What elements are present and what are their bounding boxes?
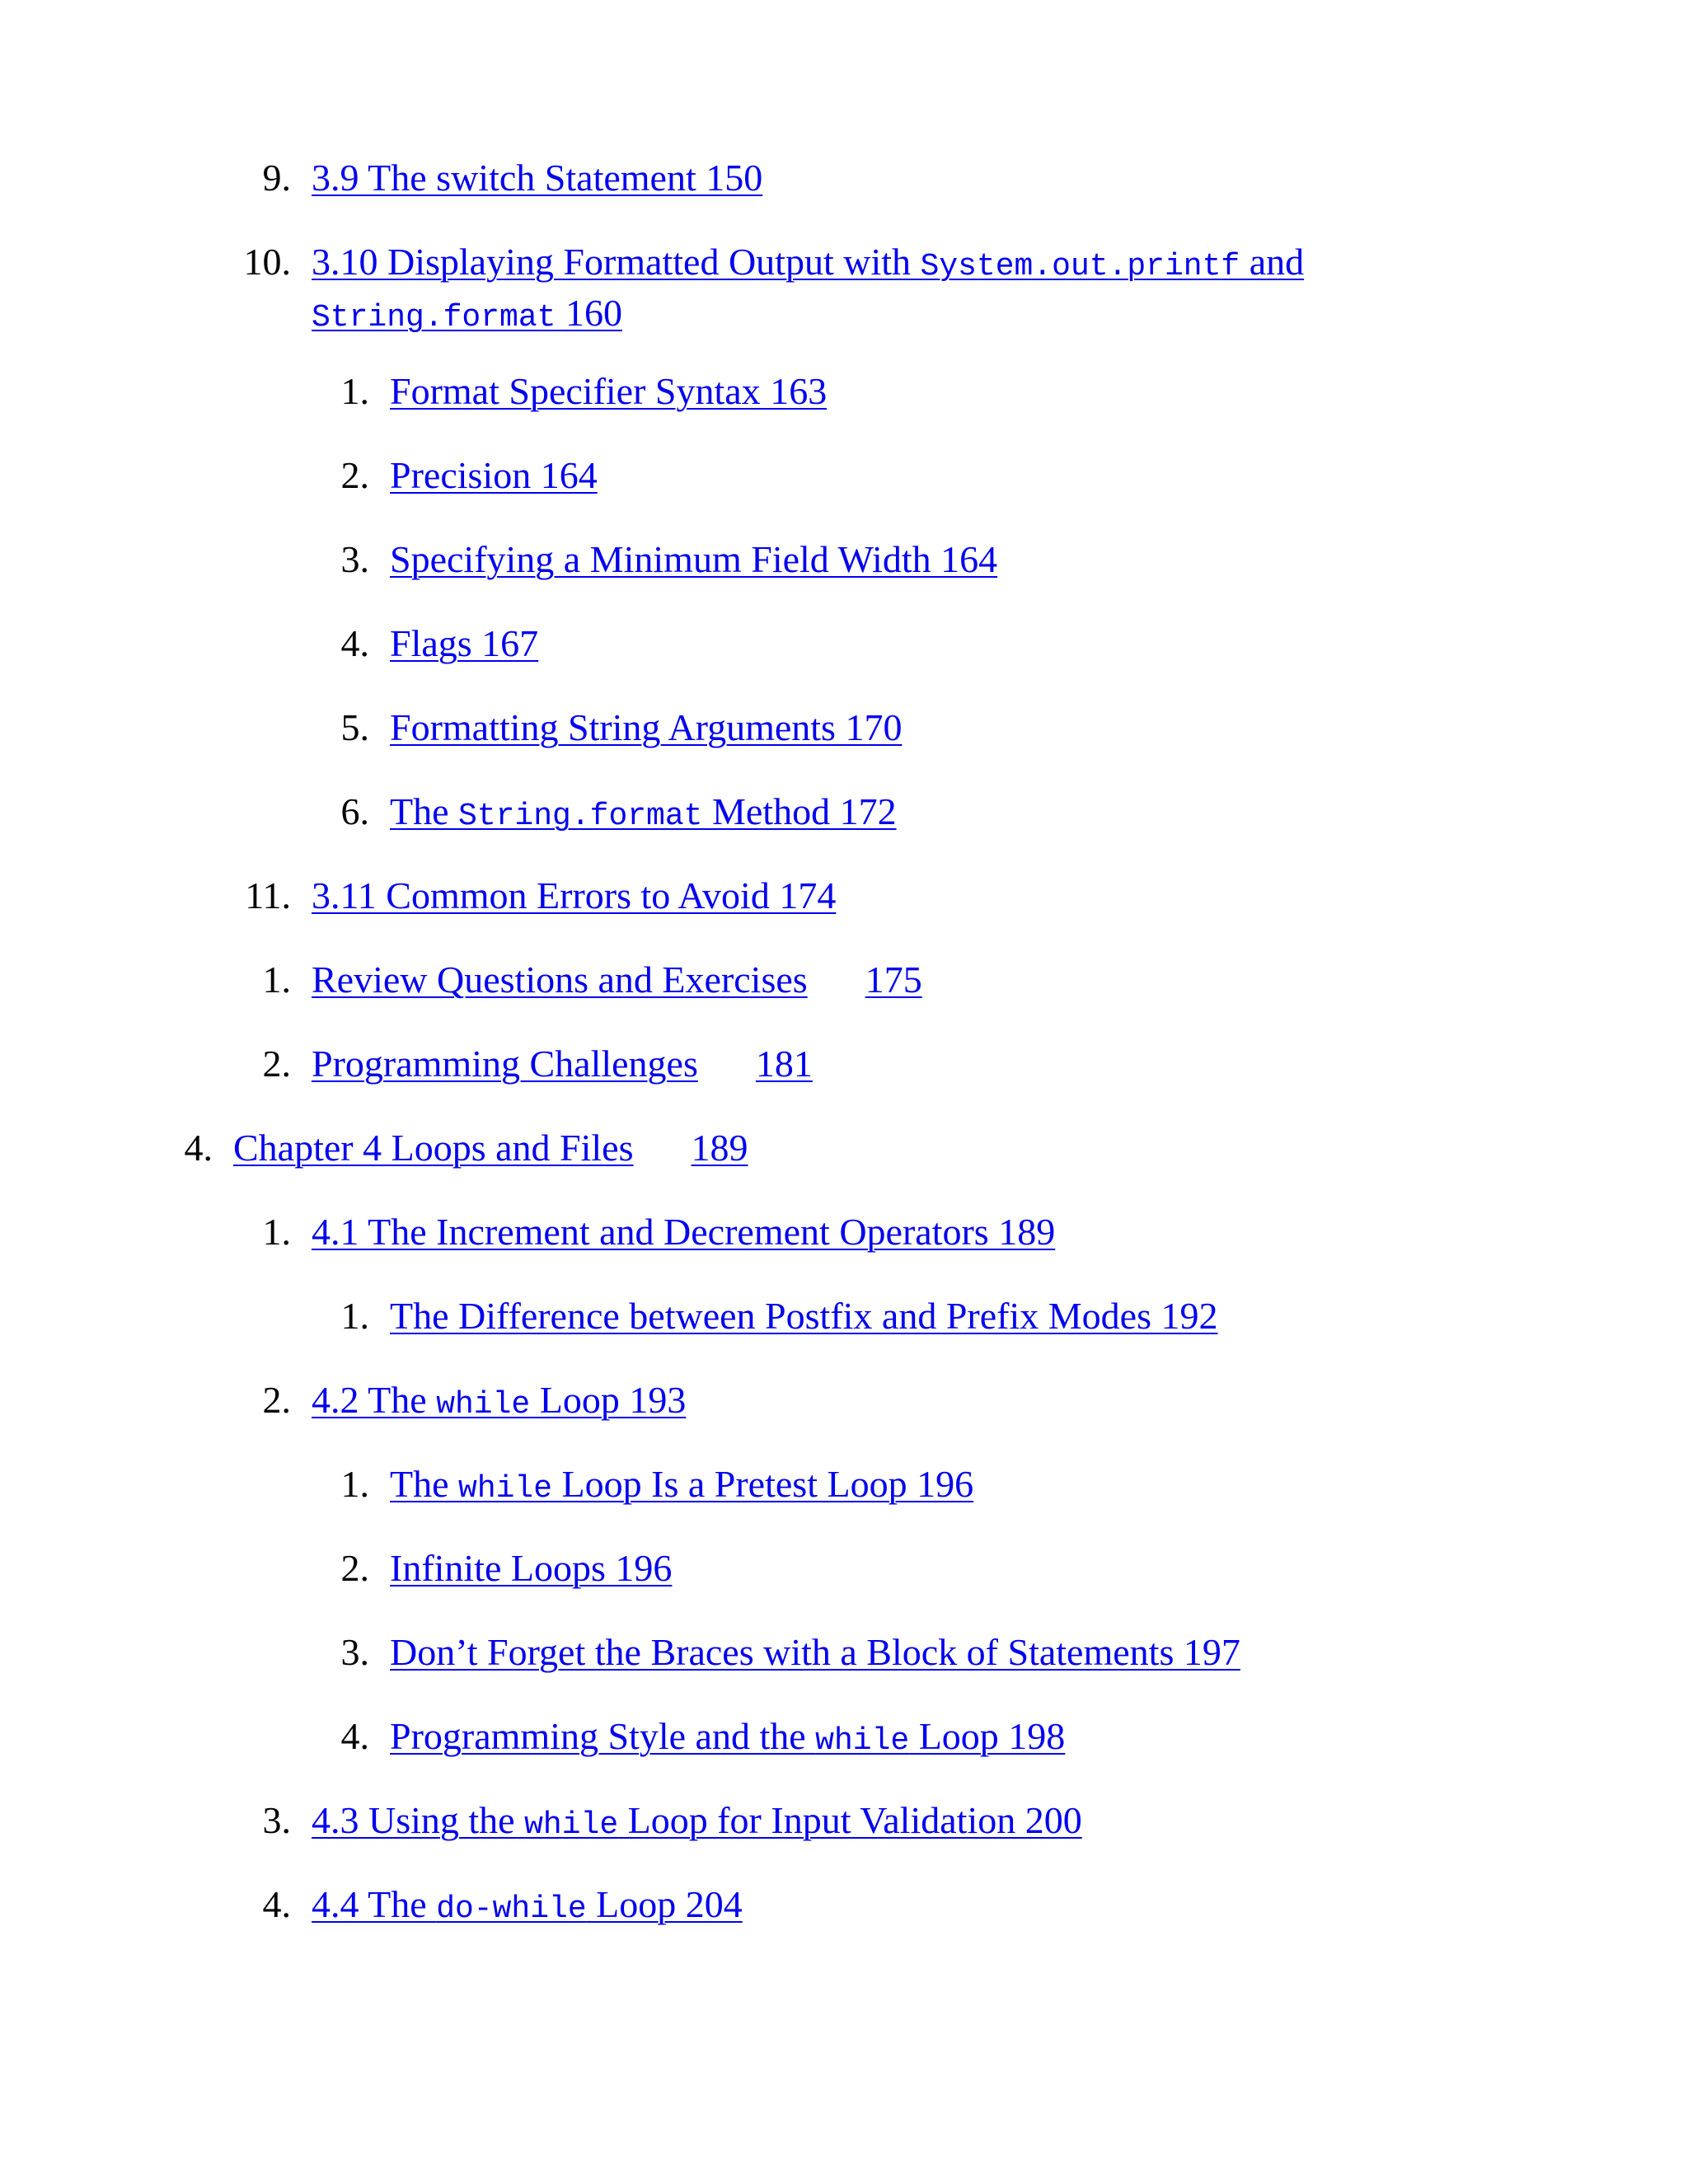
toc-entry-number: 4. xyxy=(184,1127,213,1169)
toc-link-text: Loop 204 xyxy=(586,1883,743,1925)
toc-link-text: Chapter 4 Loops and Files xyxy=(233,1127,634,1169)
toc-link-text: Formatting String Arguments 170 xyxy=(390,706,903,748)
toc-link-text: 4.3 Using the xyxy=(312,1799,525,1841)
toc-entry-number: 6. xyxy=(340,790,369,832)
toc-code-text: while xyxy=(436,1387,531,1422)
toc-code-text: String.format xyxy=(312,300,556,335)
toc-link-text: The xyxy=(390,790,459,832)
toc-entry xyxy=(0,1797,1688,1844)
toc-code-text: while xyxy=(815,1723,910,1759)
toc-link-text: Flags 167 xyxy=(390,622,539,664)
toc-entry xyxy=(0,1209,1688,1255)
toc-entry xyxy=(0,1713,1688,1760)
toc-link-text: 4.4 The xyxy=(312,1883,437,1925)
toc-link-text: 3.10 Displaying Formatted Output with xyxy=(312,241,921,283)
toc-entry-link[interactable] xyxy=(312,1209,1055,1255)
toc-entry xyxy=(0,1545,1688,1591)
toc-link-text: Loop Is a Pretest Loop 196 xyxy=(552,1463,974,1505)
toc-entry-link[interactable] xyxy=(312,873,836,919)
toc-entry-number: 11. xyxy=(245,874,291,916)
toc-code-text: while xyxy=(524,1807,619,1843)
toc-entry xyxy=(0,1882,1688,1928)
toc-entry-number: 1. xyxy=(340,1463,369,1505)
toc-entry xyxy=(0,789,1688,835)
toc-entry-link[interactable] xyxy=(233,1125,748,1171)
toc-entry-number: 2. xyxy=(340,1547,369,1589)
toc-entry-link[interactable] xyxy=(312,1377,686,1428)
toc-link-text: Precision 164 xyxy=(390,454,598,496)
toc-entry-link[interactable] xyxy=(312,1882,743,1933)
toc-entry-number: 5. xyxy=(340,706,369,748)
toc-link-text: 175 xyxy=(865,958,922,1001)
toc-entry-number: 1. xyxy=(262,958,291,1001)
toc-link-text: 4.1 The Increment and Decrement Operators 189 xyxy=(312,1211,1056,1253)
toc-entry-link[interactable] xyxy=(390,1545,672,1591)
toc-entry-number: 9. xyxy=(262,157,291,199)
toc-code-text: do-while xyxy=(436,1891,587,1927)
toc-entry xyxy=(0,957,1688,1003)
toc-entry-number: 3. xyxy=(340,1631,369,1673)
toc-entry xyxy=(0,873,1688,919)
toc-entry-number: 2. xyxy=(262,1043,291,1085)
toc-entry-link[interactable] xyxy=(390,1629,1240,1675)
toc-entry xyxy=(0,1629,1688,1675)
toc-link-text: Infinite Loops 196 xyxy=(390,1547,673,1589)
toc-entry-link[interactable] xyxy=(390,537,997,583)
toc-link-text: 3.11 Common Errors to Avoid 174 xyxy=(312,874,837,916)
toc-entry-link[interactable] xyxy=(312,155,762,201)
toc-entry xyxy=(0,368,1688,415)
toc-entry-number: 3. xyxy=(340,538,369,580)
toc-code-text: while xyxy=(458,1471,553,1507)
toc-entry-link[interactable] xyxy=(312,1041,813,1087)
toc-entry-number: 4. xyxy=(262,1883,291,1925)
toc-entry-number: 1. xyxy=(262,1211,291,1253)
toc-entry xyxy=(0,239,1688,335)
toc-entry-link[interactable] xyxy=(390,789,897,840)
toc-entry-link[interactable] xyxy=(390,1713,1065,1765)
toc-link-text: Programming Style and the xyxy=(390,1715,816,1757)
toc-entry xyxy=(0,155,1688,201)
toc-entry xyxy=(0,537,1688,583)
toc-entry-link[interactable] xyxy=(390,1461,973,1512)
toc-link-text: The Difference between Postfix and Prefix Modes 192 xyxy=(390,1295,1218,1337)
toc-link-text: 4.2 The xyxy=(312,1379,437,1421)
toc-link-text: Programming Challenges xyxy=(312,1043,698,1085)
toc-link-text: Specifying a Minimum Field Width 164 xyxy=(390,538,998,580)
toc-entry-link[interactable] xyxy=(390,705,902,751)
toc-entry-link[interactable] xyxy=(390,368,827,415)
toc-link-text: Don’t Forget the Braces with a Block of Statements 197 xyxy=(390,1631,1240,1673)
toc-entry-number: 2. xyxy=(262,1379,291,1421)
toc-entry-number: 2. xyxy=(340,454,369,496)
toc-entry-link[interactable] xyxy=(390,452,598,499)
toc-entry-link[interactable] xyxy=(390,1293,1217,1339)
toc-entry xyxy=(0,1461,1688,1507)
toc-link-text: Format Specifier Syntax 163 xyxy=(390,370,828,412)
toc-link-text: Loop 198 xyxy=(909,1715,1066,1757)
toc-link-text: 3.9 The switch Statement 150 xyxy=(312,157,763,199)
toc-link-text: Loop 193 xyxy=(530,1379,687,1421)
toc-entry-number: 10. xyxy=(243,241,291,283)
toc-link-text: Loop for Input Validation 200 xyxy=(618,1799,1082,1841)
toc-code-text: String.format xyxy=(458,799,703,834)
toc-entry-link[interactable] xyxy=(312,1797,1082,1849)
toc-entry-number: 4. xyxy=(340,1715,369,1757)
toc-link-text: 160 xyxy=(556,292,622,334)
toc-entry xyxy=(0,1125,1688,1171)
toc-link-text: 189 xyxy=(691,1127,748,1169)
toc-code-text: System.out.printf xyxy=(920,249,1240,284)
toc-entry-link[interactable] xyxy=(312,957,922,1003)
toc-link-text: Method 172 xyxy=(702,790,897,832)
toc-entry-number: 3. xyxy=(262,1799,291,1841)
toc-entry-link[interactable] xyxy=(390,621,538,667)
toc-entry xyxy=(0,1041,1688,1087)
toc-entry-number: 4. xyxy=(340,622,369,664)
toc-link-text: Review Questions and Exercises xyxy=(312,958,808,1001)
toc-link-text: The xyxy=(390,1463,459,1505)
toc-entry-number: 1. xyxy=(340,1295,369,1337)
toc-link-text: and xyxy=(1240,241,1305,283)
toc-entry xyxy=(0,705,1688,751)
toc-link-text: 181 xyxy=(755,1043,813,1085)
toc-entry xyxy=(0,452,1688,499)
toc-entry xyxy=(0,621,1688,667)
toc-entry xyxy=(0,1293,1688,1339)
toc-entry xyxy=(0,1377,1688,1423)
toc-entry-link[interactable] xyxy=(312,239,1465,341)
toc-entry-number: 1. xyxy=(340,370,369,412)
